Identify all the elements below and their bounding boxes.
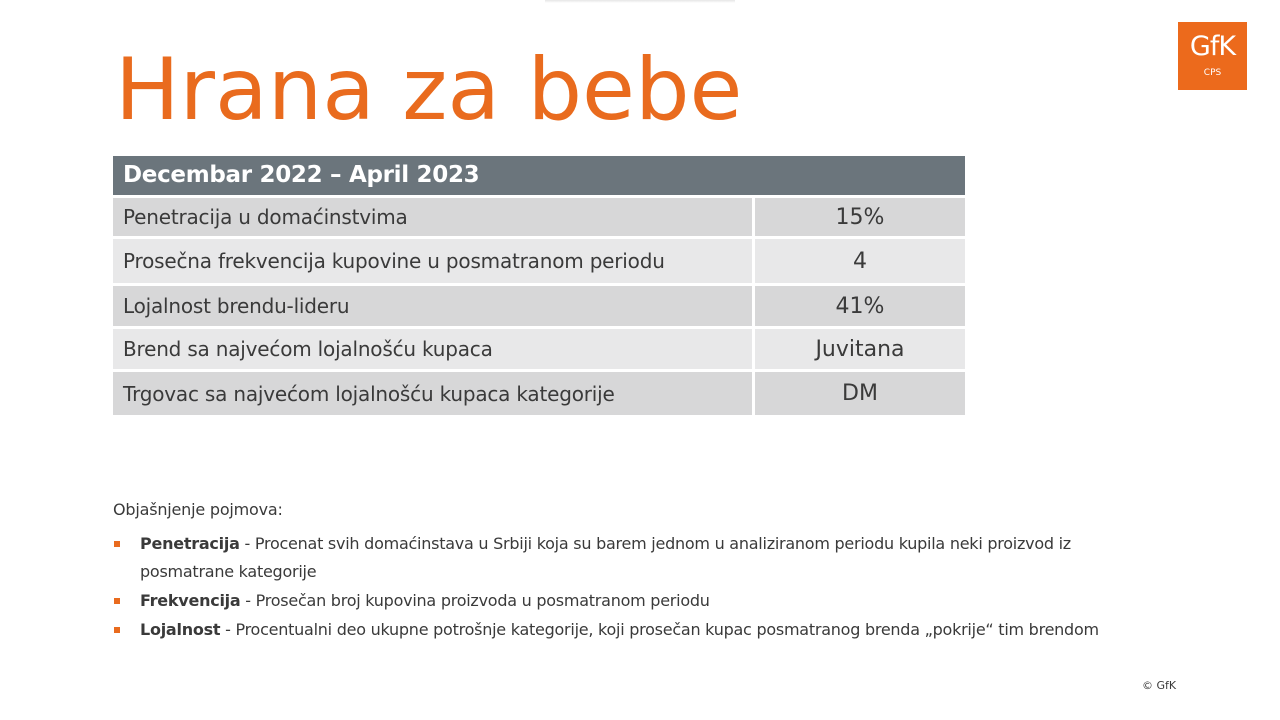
summary-table: [113, 156, 965, 415]
term-name: Penetracija: [140, 534, 240, 553]
row-label-frequency: Prosečna frekvencija kupovine u posmatranom periodu: [113, 239, 752, 283]
table-row: [113, 326, 965, 369]
row-value-loyalty-leader: 41%: [755, 286, 965, 326]
logo-text: GfK: [1189, 31, 1236, 62]
square-bullet-icon: [114, 627, 120, 633]
row-value-frequency: 4: [755, 239, 965, 283]
row-label-top-brand: Brend sa najvećom lojalnošću kupaca: [113, 329, 752, 369]
table-row: [113, 236, 965, 283]
term-name: Frekvencija: [140, 591, 241, 610]
page-title: Hrana za bebe: [115, 40, 743, 140]
list-item: [113, 616, 1153, 644]
list-item: [113, 587, 1153, 615]
row-value-top-brand: Juvitana: [755, 329, 965, 369]
square-bullet-icon: [114, 598, 120, 604]
table-header: Decembar 2022 – April 2023: [113, 156, 965, 195]
row-label-loyalty-leader: Lojalnost brendu-lideru: [113, 286, 752, 326]
term-name: Lojalnost: [140, 620, 221, 639]
table-row: [113, 195, 965, 236]
term-definition: - Procentualni deo ukupne potrošnje kategorije, koji prosečan kupac posmatranog brenda „pokrije“ tim brendom: [220, 620, 1099, 639]
term-definition: - Procenat svih domaćinstava u Srbiji koja su barem jednom u analiziranom periodu kupila neki proizvod iz posmatrane kategorije: [140, 534, 1071, 581]
square-bullet-icon: [114, 541, 120, 547]
gfk-logo: [1178, 22, 1247, 90]
row-label-top-retailer: Trgovac sa najvećom lojalnošću kupaca kategorije: [113, 372, 752, 415]
row-value-top-retailer: DM: [755, 372, 965, 415]
copyright-notice: © GfK: [1142, 679, 1177, 692]
definitions-list: [113, 530, 1153, 644]
term-definition: - Prosečan broj kupovina proizvoda u posmatranom periodu: [240, 591, 710, 610]
row-value-penetration: 15%: [755, 198, 965, 236]
table-row: [113, 283, 965, 326]
explanations-heading: Objašnjenje pojmova:: [113, 500, 283, 519]
top-shadow-decoration: [545, 0, 735, 3]
list-item: [113, 530, 1153, 586]
row-label-penetration: Penetracija u domaćinstvima: [113, 198, 752, 236]
logo-subtext: CPS: [1203, 68, 1222, 78]
term-explanations: [113, 498, 1153, 645]
table-row: [113, 369, 965, 415]
